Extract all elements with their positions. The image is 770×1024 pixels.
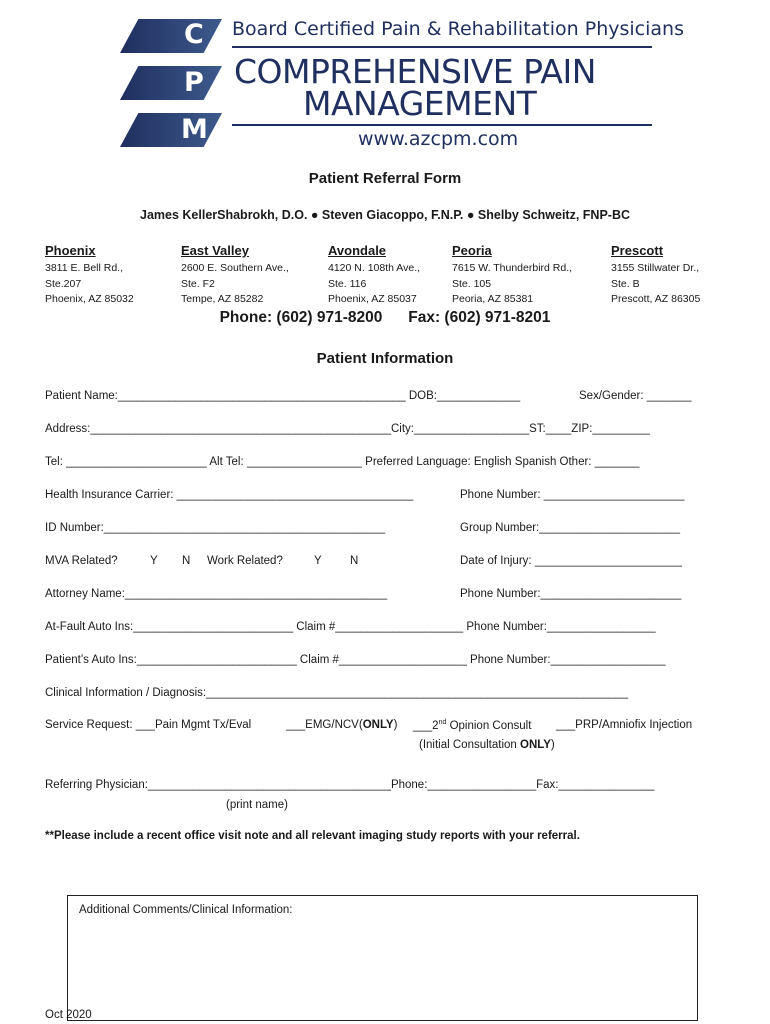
location-name: East Valley: [181, 243, 249, 258]
location-address-line: Phoenix, AZ 85032: [45, 293, 134, 305]
location-name: Avondale: [328, 243, 387, 258]
id-number-field[interactable]: ID Number:____________________________________________: [45, 522, 386, 534]
location-address-line: 3811 E. Bell Rd.,: [45, 262, 124, 274]
location-address-line: 3155 Stillwater Dr.,: [611, 262, 700, 274]
brand-name-line2: MANAGEMENT: [303, 84, 537, 123]
logo-letter-p: P: [184, 67, 204, 98]
section-title-patient-information: Patient Information: [316, 350, 454, 367]
telephone-field[interactable]: Tel: ______________________ Alt Tel: __________________ Preferred Language: English Spanish Other: _______: [45, 456, 640, 468]
location-address-line: Ste. 116: [328, 277, 367, 290]
print-name-hint: (print name): [226, 799, 288, 811]
location-address-line: Ste. 105: [452, 277, 492, 290]
group-number-field[interactable]: Group Number:______________________: [460, 522, 680, 534]
insurance-phone-field[interactable]: Phone Number: ______________________: [460, 489, 685, 501]
work-related-label: Work Related?: [207, 555, 283, 567]
additional-comments-box[interactable]: [67, 895, 698, 1021]
form-title: Patient Referral Form: [308, 170, 462, 187]
location-name: Phoenix: [45, 243, 96, 258]
mva-yes-option[interactable]: Y: [150, 555, 158, 567]
referring-physician-field[interactable]: Referring Physician:______________________________________Phone:_________________Fax:_______________: [45, 779, 655, 791]
service-request-emg-ncv[interactable]: [286, 719, 397, 731]
location-address-line: 2600 E. Southern Ave.,: [181, 262, 289, 274]
location-east-valley: [181, 243, 289, 308]
emg-suffix: ): [393, 719, 398, 731]
mva-no-option[interactable]: N: [182, 555, 191, 567]
clinical-information-field[interactable]: Clinical Information / Diagnosis:__________________________________________________________________: [45, 687, 629, 699]
website-link[interactable]: www.azcpm.com: [358, 128, 519, 150]
location-address-line: Ste.207: [45, 277, 82, 290]
location-address-line: 7615 W. Thunderbird Rd.,: [452, 262, 573, 274]
logo-stripe-c: [120, 19, 222, 53]
service-request-second-opinion[interactable]: [413, 719, 531, 732]
logo-letter-m: M: [181, 114, 208, 145]
revision-date: Oct 2020: [45, 1009, 92, 1021]
sex-gender-field[interactable]: Sex/Gender: _______: [579, 390, 692, 402]
initial-consult-prefix: (Initial Consultation: [419, 739, 520, 751]
work-yes-option[interactable]: Y: [314, 555, 322, 567]
location-prescott: [611, 243, 700, 308]
logo: [118, 16, 238, 156]
location-name: Peoria: [452, 243, 492, 258]
location-address-line: Tempe, AZ 85282: [181, 293, 264, 305]
location-address-line: Ste. F2: [181, 277, 215, 290]
second-opinion-prefix: ___2: [413, 719, 439, 732]
second-opinion-sup: nd: [438, 719, 447, 726]
location-address-line: 4120 N. 108th Ave.,: [328, 262, 421, 274]
initial-consult-only: ONLY: [520, 739, 551, 751]
insurance-carrier-field[interactable]: Health Insurance Carrier: _____________________________________: [45, 489, 414, 501]
location-address-line: Ste. B: [611, 277, 640, 290]
phone-fax-line: Phone: (602) 971-8200 Fax: (602) 971-8201: [219, 309, 551, 326]
location-address-line: Phoenix, AZ 85037: [328, 293, 417, 305]
patients-auto-insurance-field[interactable]: Patient’s Auto Ins:_________________________ Claim #____________________ Phone Number:__________________: [45, 654, 666, 666]
brand-name-line1: COMPREHENSIVE PAIN: [234, 52, 596, 91]
mva-related-label: MVA Related?: [45, 555, 118, 567]
logo-stripe-p: [120, 66, 222, 100]
referral-instructions-note: **Please include a recent office visit note and all relevant imaging study reports with your referral.: [45, 830, 580, 842]
provider-list: James KellerShabrokh, D.O. ● Steven Giacoppo, F.N.P. ● Shelby Schweitz, FNP-BC: [140, 208, 630, 222]
at-fault-insurance-field[interactable]: At-Fault Auto Ins:_________________________ Claim #____________________ Phone Number:_________________: [45, 621, 656, 633]
initial-consultation-note: [419, 739, 555, 751]
tagline: Board Certified Pain & Rehabilitation Physicians: [232, 18, 684, 40]
date-of-injury-field[interactable]: Date of Injury: _______________________: [460, 555, 682, 567]
additional-comments-label: Additional Comments/Clinical Information:: [79, 904, 293, 916]
initial-consult-suffix: ): [550, 739, 555, 751]
work-no-option[interactable]: N: [350, 555, 359, 567]
attorney-name-field[interactable]: Attorney Name:_________________________________________: [45, 588, 388, 600]
service-request-pain-mgmt[interactable]: Service Request: ___Pain Mgmt Tx/Eval: [45, 719, 252, 731]
patient-name-dob-field[interactable]: Patient Name:_____________________________________________ DOB:_____________: [45, 390, 521, 402]
location-peoria: [452, 243, 572, 308]
address-field[interactable]: Address:_______________________________________________City:__________________ST:____ZIP:_________: [45, 423, 650, 435]
location-address-line: Peoria, AZ 85381: [452, 293, 534, 305]
attorney-phone-field[interactable]: Phone Number:______________________: [460, 588, 682, 600]
emg-prefix: ___EMG/NCV(: [286, 719, 363, 731]
header-rule-top: [232, 46, 652, 48]
second-opinion-suffix: Opinion Consult: [446, 719, 532, 732]
logo-letter-c: C: [184, 19, 204, 50]
location-avondale: [328, 243, 420, 308]
location-address-line: Prescott, AZ 86305: [611, 293, 701, 305]
emg-only-label: ONLY: [362, 719, 394, 731]
service-request-prp-injection[interactable]: ___PRP/Amniofix Injection: [556, 719, 693, 731]
header-rule-bottom: [232, 124, 652, 126]
location-phoenix: [45, 243, 134, 308]
location-name: Prescott: [611, 243, 664, 258]
